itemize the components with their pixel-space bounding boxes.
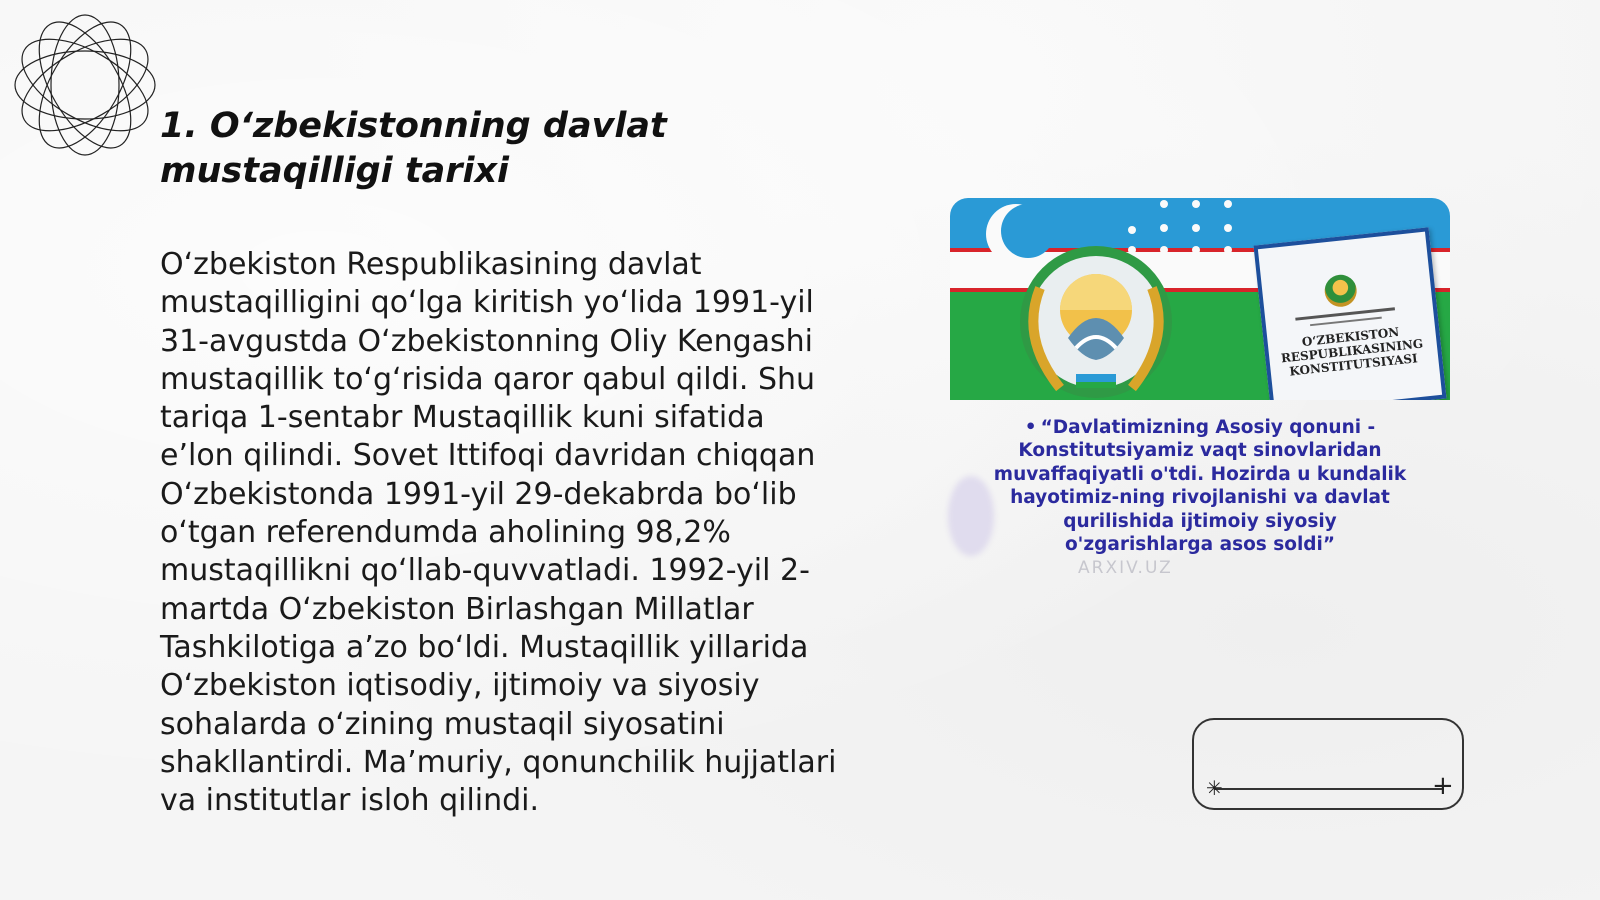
flag-banner <box>950 198 1450 400</box>
book-emblem-icon <box>1323 273 1358 308</box>
circle-orbits-icon <box>10 10 160 160</box>
slide-title: 1. O‘zbekistonning davlat mustaqilligi tarixi <box>160 106 667 191</box>
decorative-line <box>1214 788 1444 790</box>
quote-text: “Davlatimizning Asosiy qonuni - Konstitutsiyamiz vaqt sinovlaridan muvaffaqiyatli o'tdi. Hozirda u kundalik hayotimiz-ning rivojlanishi va davlat qurilishida ijtimoiy siyosiy o'zgarishlarga asos soldi” <box>993 417 1407 556</box>
quote-bullet: • <box>1024 417 1037 438</box>
constitution-picture <box>950 198 1450 578</box>
decorative-frame <box>1192 718 1464 810</box>
watermark-blob <box>948 476 994 556</box>
plus-icon: + <box>1432 771 1454 801</box>
book-title: O‘ZBEKISTON RESPUBLIKASINING KONSTITUTSIYASI <box>1280 324 1424 379</box>
slide-body-text: O‘zbekiston Respublikasining davlat mustaqilligini qo‘lga kiritish yo‘lida 1991-yil 31-avgustda O‘zbekistonning Oliy Kengashi mustaqillik to‘g‘risida qaror qabul qildi. Shu tariqa 1-sentabr Mustaqillik kuni sifatida e’lon qilindi. Sovet Ittifoqi davridan chiqqan O‘zbekistonda 1991-yil 29-dekabrda bo‘lib o‘tgan referendumda aholining 98,2% mustaqillikni qo‘llab-quvvatladi. 1992-yil 2-martda O‘zbekiston Birlashgan Millatlar Tashkilotiga a’zo bo‘ldi. Mustaqillik yillarida O‘zbekiston iqtisodiy, ijtimoiy va siyosiy sohalarda o‘zining mustaqil siyosatini shakllantirdi. Ma’muriy, qonunchilik hujjatlari va institutlar isloh qilindi. <box>160 247 837 819</box>
sparkle-star-icon: ✳ <box>1206 776 1223 800</box>
constitution-book <box>1253 227 1446 400</box>
constitution-quote <box>990 416 1410 556</box>
flag-stars-icon <box>1128 200 1232 254</box>
watermark-text: ARXIV.UZ <box>1078 558 1173 578</box>
state-emblem-icon <box>1020 246 1172 398</box>
